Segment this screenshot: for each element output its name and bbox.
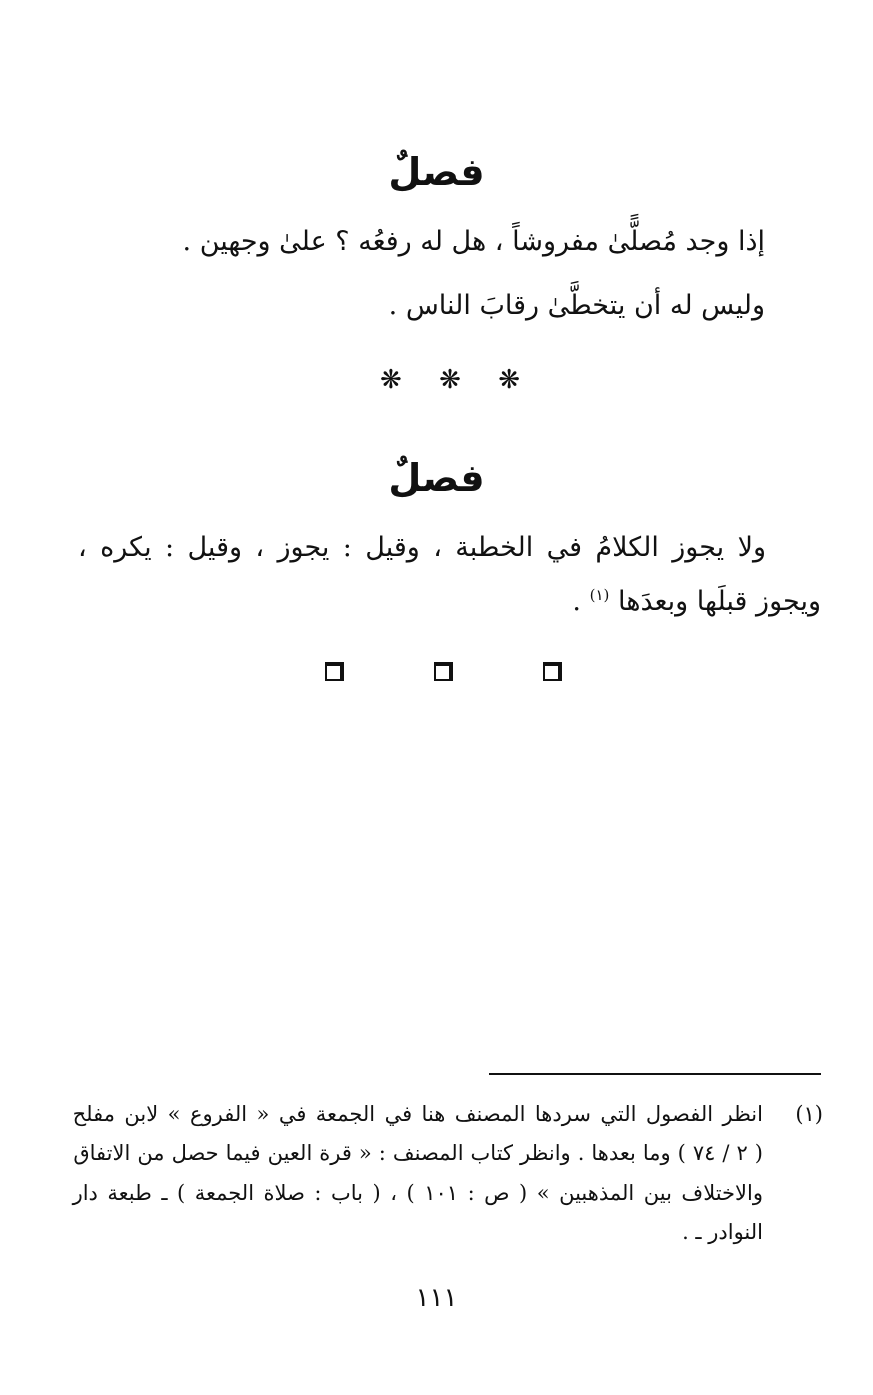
word: وقيل [187, 532, 243, 563]
section1-line-1: إذا وجد مُصلًّىٰ مفروشاً ، هل له رفعُه ؟ علىٰ وجهين . [182, 226, 765, 257]
word: وقيل [365, 532, 420, 563]
word: ، [433, 532, 442, 563]
word: الخطبة [455, 532, 534, 563]
section1-line-2: وليس له أن يتخطَّىٰ رقابَ الناس . [388, 290, 765, 321]
word: : [164, 532, 175, 563]
star-icon: ❋ [380, 365, 402, 395]
star-icon: ❋ [439, 365, 461, 395]
section2-line-2 [572, 582, 821, 622]
square-ornament-icon [434, 662, 453, 681]
section-heading-1: فصلٌ [388, 150, 485, 194]
square-ornament-icon [325, 662, 344, 681]
word: يكره [100, 532, 152, 563]
section-heading-2: فصلٌ [388, 456, 485, 500]
word: الكلامُ [595, 532, 659, 563]
word: يجوز [277, 532, 330, 563]
word: يجوز [672, 532, 725, 563]
word: في [546, 532, 583, 563]
star-icon: ❋ [498, 365, 520, 395]
footnote-line-4: النوادر ـ . [682, 1220, 763, 1244]
section2-line-1 [78, 528, 766, 568]
footnote-reference[interactable]: (١) [589, 586, 610, 604]
word: ، [255, 532, 265, 563]
star-separator [380, 362, 520, 398]
footnote-number: (١) [795, 1102, 823, 1126]
word: : [342, 532, 352, 563]
word: ولا [737, 532, 766, 563]
footnote-line-1: انظر الفصول التي سردها المصنف هنا في الجمعة في « الفروع » لابن مفلح [72, 1102, 763, 1126]
square-ornament-icon [543, 662, 562, 681]
box-separator [325, 656, 562, 686]
word: ، [78, 532, 87, 563]
footnote-line-2: ( ٢ / ٧٤ ) وما بعدها . وانظر كتاب المصنف : « قرة العين فيما حصل من الاتفاق [73, 1141, 763, 1165]
footnote-rule [489, 1073, 821, 1075]
footnote-line-3: والاختلاف بين المذهبين » ( ص : ١٠١ ) ، ( باب : صلاة الجمعة ) ـ طبعة دار [72, 1181, 763, 1205]
line-end: . [572, 586, 582, 617]
line-text: ويجوز قبلَها وبعدَها [617, 586, 821, 617]
page-number: ١١١ [415, 1283, 458, 1313]
